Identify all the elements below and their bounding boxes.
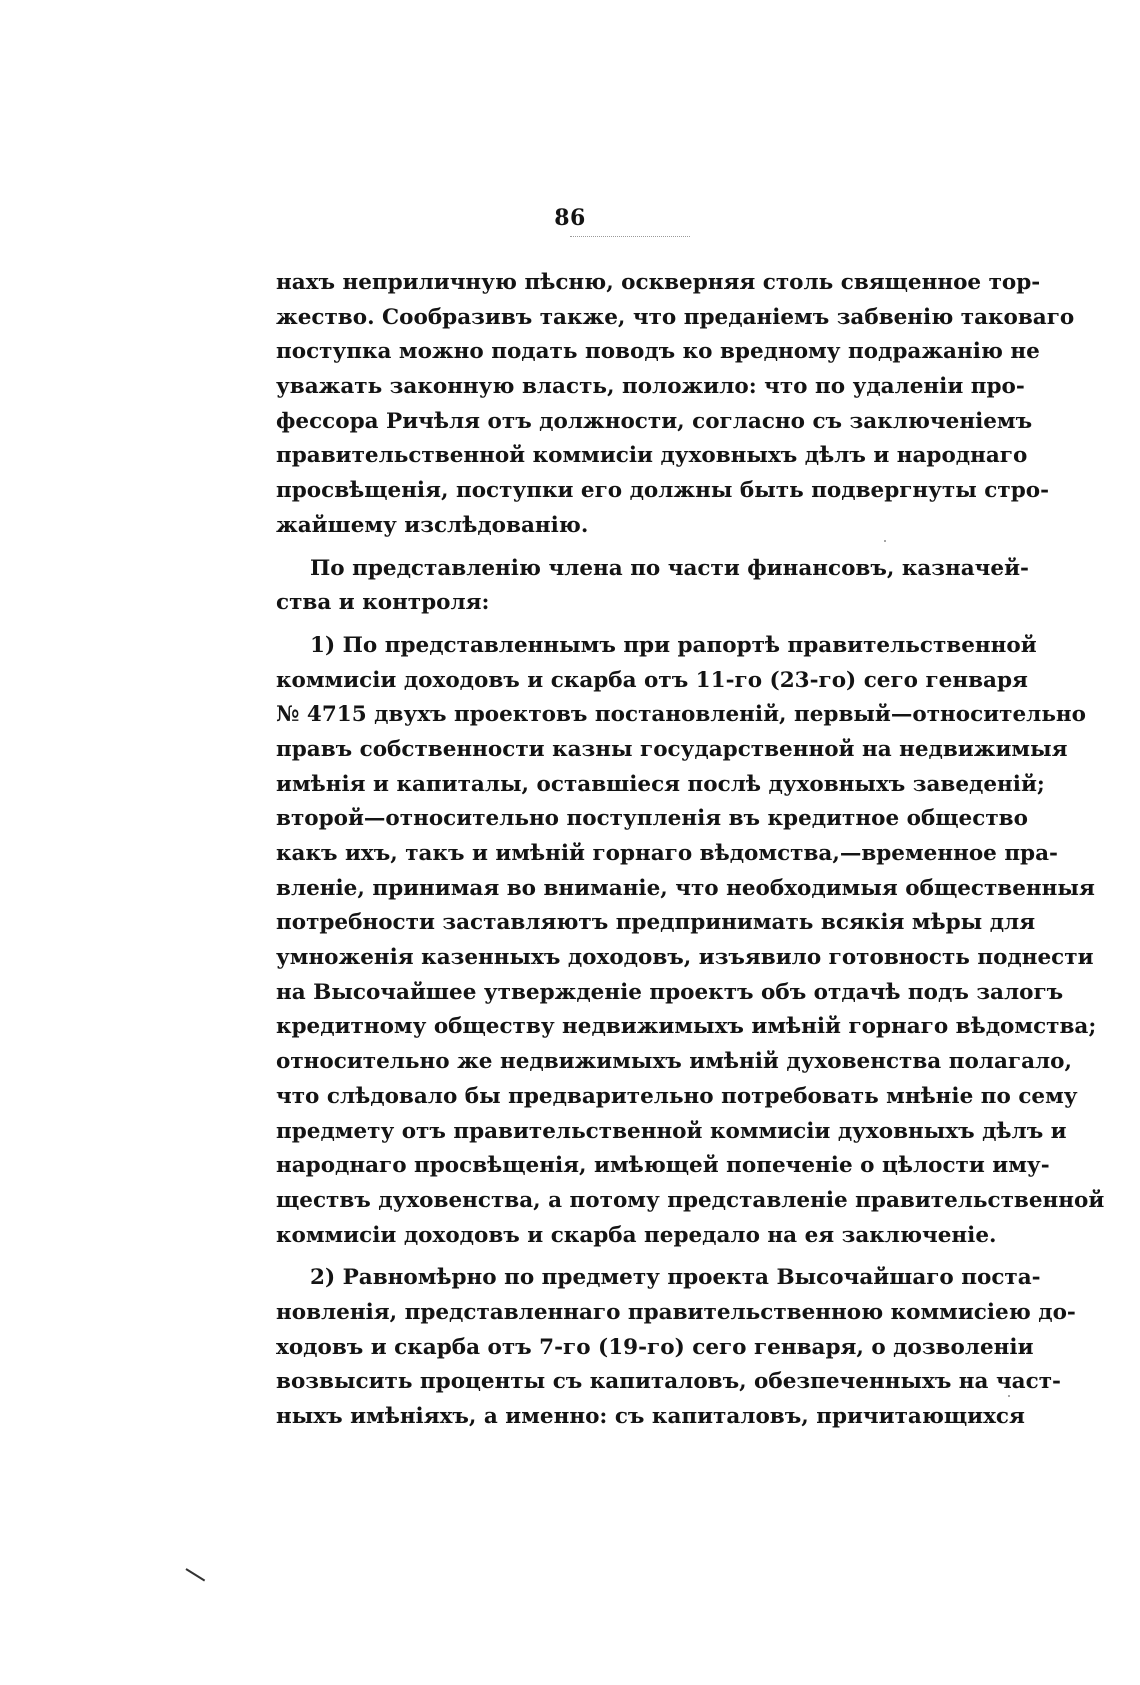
text-line: № 4715 двухъ проектовъ постановленій, первый—относительно — [276, 702, 1086, 728]
text-line: народнаго просвѣщенія, имѣющей попеченіе о цѣлости иму- — [276, 1153, 1050, 1179]
scan-mark — [185, 1568, 205, 1581]
paragraph-spacing — [276, 1253, 966, 1261]
text-line: правъ собственности казны государственной на недвижимыя — [276, 736, 1068, 762]
text-line: просвѣщенія, поступки его должны быть подвергнуты стро- — [276, 478, 1049, 504]
paragraph — [276, 266, 1075, 544]
text-line: 1) По представленнымъ при рапортѣ правительственной — [310, 632, 1037, 658]
text-line: фессора Ричѣля отъ должности, согласно съ заключеніемъ — [276, 408, 1033, 434]
page-number: 86 — [554, 205, 586, 231]
scan-dot — [1008, 1395, 1010, 1397]
text-line: какъ ихъ, такъ и имѣній горнаго вѣдомства,—временное пра- — [276, 841, 1058, 866]
paragraph — [276, 629, 1105, 1253]
text-line: умноженія казенныхъ доходовъ, изъявило готовность поднести — [276, 945, 1094, 971]
text-line: жество. Сообразивъ также, что преданіемъ забвенію таковаго — [276, 304, 1075, 330]
text-line: правительственной коммисіи духовныхъ дѣлъ и народнаго — [276, 443, 1028, 469]
text-line: относительно же недвижимыхъ имѣній духовенства полагало, — [276, 1049, 1072, 1075]
page-number-rule — [570, 236, 690, 237]
text-line: По представленію члена по части финансовъ, казначей- — [310, 555, 1029, 581]
scan-dot — [884, 540, 886, 542]
text-line: что слѣдовало бы предварительно потребовать мнѣніе по сему — [276, 1083, 1078, 1109]
text-line: предмету отъ правительственной коммисіи духовныхъ дѣлъ и — [276, 1118, 1067, 1144]
paragraph — [276, 1261, 1076, 1434]
text-line: жайшему изслѣдованію. — [276, 512, 589, 538]
text-line: второй—относительно поступленія въ кредитное общество — [276, 806, 1028, 832]
text-line: 2) Равномѣрно по предмету проекта Высочайшаго поста- — [310, 1265, 1041, 1291]
text-line: нахъ неприличную пѣсню, оскверняя столь священное тор- — [276, 270, 1041, 295]
body-text — [276, 266, 1105, 1435]
text-line: кредитному обществу недвижимыхъ имѣній горнаго вѣдомства; — [276, 1014, 1097, 1040]
text-line: коммисіи доходовъ и скарба отъ 11-го (23-го) сего генваря — [276, 667, 1028, 693]
text-line: ходовъ и скарба отъ 7-го (19-го) сего генваря, о дозволеніи — [276, 1334, 1034, 1360]
paragraph-spacing — [276, 544, 966, 552]
text-line: на Высочайшее утвержденіе проектъ объ отдачѣ подъ залогъ — [276, 979, 1064, 1005]
paragraph-spacing — [276, 621, 966, 629]
text-line: возвысить проценты съ капиталовъ, обезпеченныхъ на част- — [276, 1369, 1061, 1395]
text-line: ществъ духовенства, а потому представленіе правительственной — [276, 1187, 1105, 1213]
text-line: коммисіи доходовъ и скарба передало на ея заключеніе. — [276, 1222, 997, 1248]
text-line: ныхъ имѣніяхъ, а именно: съ капиталовъ, причитающихся — [276, 1404, 1025, 1429]
text-line: имѣнія и капиталы, оставшіеся послѣ духовныхъ заведеній; — [276, 771, 1045, 797]
text-line: новленія, представленнаго правительственною коммисіею до- — [276, 1299, 1076, 1325]
text-line: потребности заставляютъ предпринимать всякія мѣры для — [276, 910, 1036, 936]
text-line: поступка можно подать поводъ ко вредному подражанію не — [276, 339, 1040, 365]
text-line: ства и контроля: — [276, 590, 490, 616]
text-line: уважать законную власть, положило: что по удаленіи про- — [276, 374, 1025, 400]
text-line: вленіе, принимая во вниманіе, что необходимыя общественныя — [276, 875, 1095, 901]
paragraph — [276, 552, 1029, 621]
